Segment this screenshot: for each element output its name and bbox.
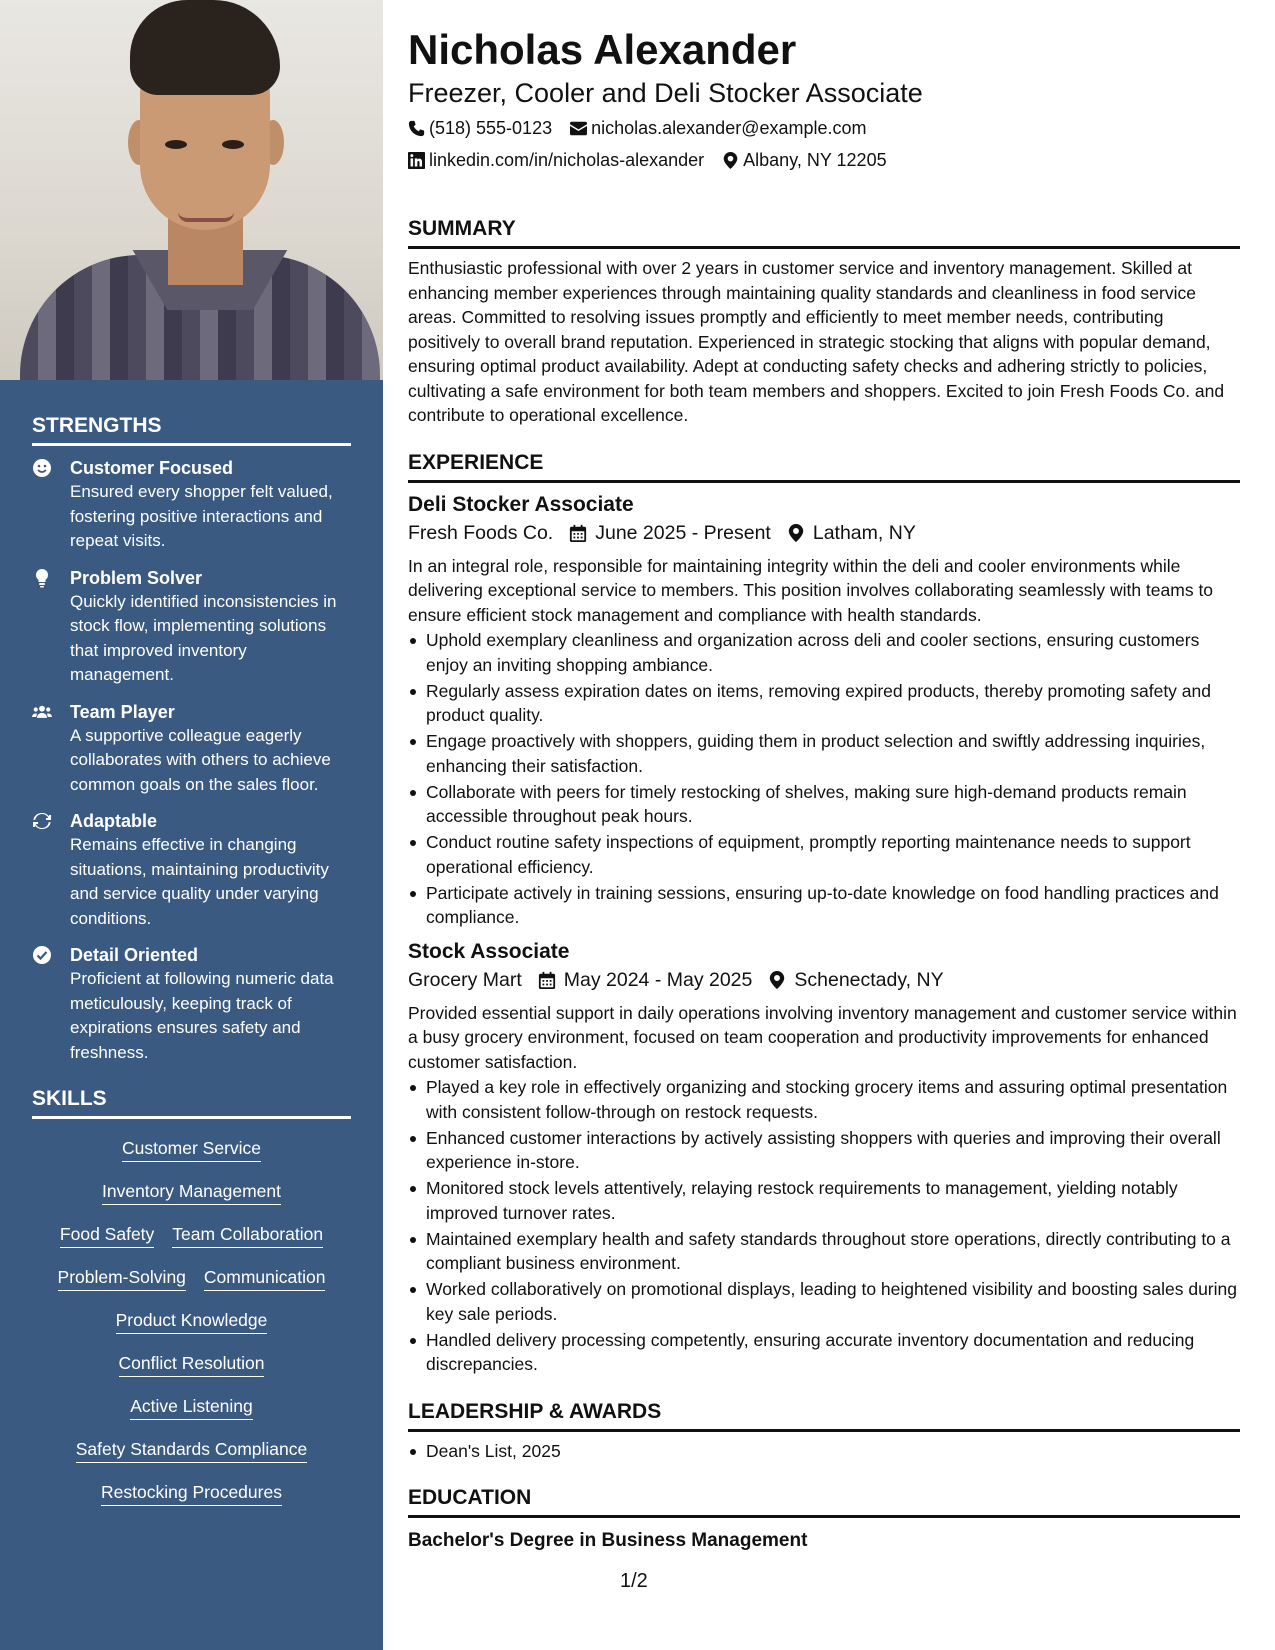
users-icon	[32, 700, 70, 798]
envelope-icon	[570, 120, 587, 137]
candidate-title: Freezer, Cooler and Deli Stocker Associate	[408, 78, 923, 108]
skill-tag: Safety Standards Compliance	[76, 1438, 308, 1463]
sidebar	[0, 0, 383, 1650]
list-item: Collaborate with peers for timely restocking of shelves, making sure high-demand products remain accessible throughout peak hours.	[408, 780, 1240, 829]
calendar-icon	[569, 524, 587, 542]
skill-tag: Conflict Resolution	[119, 1352, 265, 1377]
education-heading: EDUCATION	[408, 1485, 1240, 1518]
strength-desc: Remains effective in changing situations, maintaining productivity and service quality under varying conditions.	[70, 835, 329, 928]
linkedin-contact[interactable]	[408, 148, 704, 172]
phone-contact[interactable]	[408, 116, 552, 140]
list-item: Worked collaboratively on promotional displays, leading to heightened visibility and boosting sales during key sale periods.	[408, 1277, 1240, 1326]
page-number: 1/2	[620, 1570, 648, 1592]
email-contact[interactable]	[570, 116, 866, 140]
job-description: Provided essential support in daily operations involving inventory management and customer service within a busy grocery environment, focused on team cooperation and productivity improvements for enhanced customer satisfaction.	[408, 1002, 1237, 1072]
strength-title: Team Player	[70, 701, 175, 722]
job-company: Grocery Mart	[408, 968, 522, 991]
phone-text: (518) 555-0123	[429, 118, 553, 138]
strengths-list	[32, 456, 351, 1065]
job-meta	[408, 519, 1240, 547]
strength-title: Problem Solver	[70, 567, 203, 588]
skill-tag: Product Knowledge	[116, 1309, 268, 1334]
job-entry	[408, 491, 1240, 930]
job-description: In an integral role, responsible for maintaining integrity within the deli and cooler environments while delivering exceptional service to members. This position involves collaborating seamlessly with teams to ensure efficient stock management and compliance with health standards.	[408, 555, 1214, 625]
skill-tag: Active Listening	[130, 1395, 253, 1420]
map-pin-icon	[768, 971, 786, 989]
skill-tag: Communication	[204, 1266, 326, 1291]
job-title: Deli Stocker Associate	[408, 492, 634, 516]
skill-tag: Problem-Solving	[58, 1266, 186, 1291]
profile-photo	[0, 0, 383, 380]
list-item: Handled delivery processing competently, ensuring accurate inventory documentation and reducing discrepancies.	[408, 1328, 1240, 1377]
list-item: Enhanced customer interactions by actively assisting shoppers with queries and improving their overall experience in-store.	[408, 1126, 1240, 1175]
job-entry	[408, 938, 1240, 1377]
summary-heading: SUMMARY	[408, 216, 1240, 249]
list-item: Maintained exemplary health and safety standards throughout store operations, directly contributing to a compliant business environment.	[408, 1227, 1240, 1276]
strength-title: Customer Focused	[70, 458, 234, 478]
skill-tag: Customer Service	[122, 1137, 261, 1162]
linkedin-icon	[408, 152, 425, 169]
skill-tag: Inventory Management	[102, 1180, 281, 1205]
location-text: Albany, NY 12205	[743, 150, 887, 170]
job-company: Fresh Foods Co.	[408, 521, 554, 544]
list-item: Conduct routine safety inspections of equipment, promptly reporting maintenance needs to support operational efficiency.	[408, 830, 1240, 879]
skill-tag: Restocking Procedures	[101, 1481, 282, 1506]
list-item: Participate actively in training sessions, ensuring up-to-date knowledge on food handling practices and compliance.	[408, 881, 1240, 930]
check-circle-icon	[32, 943, 70, 1065]
list-item: Regularly assess expiration dates on items, removing expired products, thereby promoting safety and product quality.	[408, 679, 1240, 728]
skills-heading: SKILLS	[32, 1077, 351, 1119]
leadership-list	[408, 1439, 1240, 1464]
strength-item	[32, 456, 351, 554]
strengths-heading: STRENGTHS	[32, 380, 351, 446]
lightbulb-icon	[32, 566, 70, 688]
location-contact	[722, 148, 886, 172]
job-dates: May 2024 - May 2025	[563, 968, 753, 991]
degree-title: Bachelor's Degree in Business Management	[408, 1530, 808, 1551]
linkedin-text: linkedin.com/in/nicholas-alexander	[429, 150, 705, 170]
job-bullets	[408, 1075, 1240, 1377]
smile-icon	[32, 456, 70, 554]
strength-title: Detail Oriented	[70, 945, 199, 965]
calendar-icon	[538, 971, 556, 989]
experience-heading: EXPERIENCE	[408, 450, 1240, 483]
list-item: Monitored stock levels attentively, relaying restock requirements to management, yielding notably improved turnover rates.	[408, 1176, 1240, 1225]
list-item: Dean's List, 2025	[408, 1439, 1240, 1464]
map-pin-icon	[722, 152, 739, 169]
list-item: Engage proactively with shoppers, guiding them in product selection and swiftly addressing inquiries, enhancing their satisfaction.	[408, 729, 1240, 778]
strength-desc: Ensured every shopper felt valued, fostering positive interactions and repeat visits.	[70, 482, 333, 550]
job-bullets	[408, 628, 1240, 930]
list-item: Uphold exemplary cleanliness and organization across deli and cooler sections, ensuring customers enjoy an inviting shopping ambiance.	[408, 628, 1240, 677]
skill-tag: Team Collaboration	[172, 1223, 323, 1248]
job-location: Schenectady, NY	[794, 968, 944, 991]
strength-item	[32, 566, 351, 688]
phone-icon	[408, 120, 425, 137]
contact-info	[408, 116, 928, 172]
summary-text: Enthusiastic professional with over 2 years in customer service and inventory management. Skilled at enhancing member experiences through maintaining quality standards and cleanliness in food service areas. Committed to resolving issues promptly and efficiently to meet member needs, contributing positively to overall brand reputation. Experienced in strategic stocking that aligns with popular demand, ensuring optimal product availability. Adept at conducting safety checks and adhering strictly to policies, cultivating a safe environment for both team members and shoppers. Excited to join Fresh Foods Co. and contribute to operational excellence.	[408, 258, 1225, 425]
main-content	[408, 24, 1240, 1554]
skills-list	[32, 1131, 351, 1512]
leadership-heading: LEADERSHIP & AWARDS	[408, 1399, 1240, 1432]
strength-desc: Proficient at following numeric data meticulously, keeping track of expirations ensures safety and freshness.	[70, 969, 334, 1062]
job-meta	[408, 966, 1240, 994]
job-title: Stock Associate	[408, 939, 570, 963]
job-location: Latham, NY	[812, 521, 916, 544]
strength-item	[32, 943, 351, 1065]
strength-desc: A supportive colleague eagerly collaborates with others to achieve common goals on the sales floor.	[70, 725, 331, 794]
strength-title: Adaptable	[70, 811, 158, 831]
list-item: Played a key role in effectively organizing and stocking grocery items and assuring optimal presentation with consistent follow-through on restock requests.	[408, 1075, 1240, 1124]
skill-tag: Food Safety	[60, 1223, 154, 1248]
sync-icon	[32, 809, 70, 931]
candidate-name: Nicholas Alexander	[408, 26, 797, 73]
map-pin-icon	[787, 524, 805, 542]
strength-item	[32, 700, 351, 798]
email-text: nicholas.alexander@example.com	[591, 118, 867, 138]
strength-desc: Quickly identified inconsistencies in stock flow, implementing solutions that improved inventory management.	[70, 591, 337, 684]
strength-item	[32, 809, 351, 931]
job-dates: June 2025 - Present	[595, 521, 771, 544]
